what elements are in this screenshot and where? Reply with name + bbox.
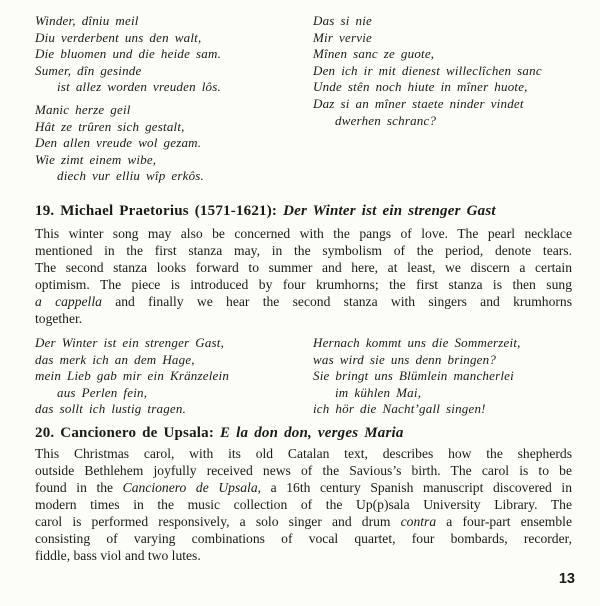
paragraph-line [35, 445, 572, 462]
verse-line: Den allen vreude wol gezam. [35, 135, 202, 151]
verse-line: Das si nie [313, 13, 372, 28]
section-19-paragraph [35, 225, 572, 327]
text-segment: This winter song may also be concerned with the pangs of love. The pearl necklace [35, 225, 572, 241]
section-19-work-title: Der Winter ist ein strenger Gast [283, 202, 496, 219]
italic-phrase: Cancionero de Upsala [122, 479, 258, 495]
verse-line: Winder, dîniu meil [35, 13, 139, 28]
stanza [313, 335, 572, 418]
verse-line: Hât ze trûren sich gestalt, [35, 118, 185, 134]
italic-phrase: contra [400, 513, 437, 529]
verse-line: Sie bringt uns Blümlein mancherlei [313, 368, 514, 384]
verse-line: was wird sie uns denn bringen? [313, 351, 497, 367]
section-20-paragraph [35, 445, 572, 564]
verse-line: Manic herze geil [35, 101, 131, 117]
verse-line: ich hör die Nacht’gall singen! [313, 401, 486, 417]
verse-line: ist allez worden vreuden lôs. [57, 79, 221, 95]
text-segment: , a 16th century Spanish manuscript discovered in [257, 479, 572, 495]
verse-line: das merk ich an dem Hage, [35, 351, 195, 367]
text-segment: found in the [35, 479, 123, 495]
verse-block-1 [35, 13, 572, 185]
text-segment: outside Bethlehem joyfully received news of the Savious’s birth. The carol is to be [35, 462, 572, 478]
paragraph-line [35, 479, 572, 496]
paragraph-line [35, 259, 572, 276]
paragraph-line [35, 225, 572, 242]
text-segment: mentioned in the first stanza may, in the symbolism of the period, denote tears. [35, 242, 572, 258]
section-20-heading [35, 423, 572, 443]
verse-line: Daz si an mîner staete ninder vindet [313, 95, 524, 111]
verse-block-2 [35, 335, 572, 418]
text-segment: This Christmas carol, with its old Catalan text, describes how the shepherds [35, 445, 572, 461]
page-number: 13 [558, 571, 575, 587]
verse-line: Hernach kommt uns die Sommerzeit, [313, 334, 521, 350]
verse-line: Mir vervie [313, 29, 373, 45]
text-segment: fiddle, bass viol and two lutes. [35, 547, 201, 563]
verse-block-2-left-column [35, 335, 313, 418]
text-segment: carol is performed responsively, a solo singer and drum [35, 513, 401, 529]
verse-block-1-left-column [35, 13, 313, 185]
verse-line: Unde stên noch hiute in mîner huote, [313, 79, 528, 95]
paragraph-line [35, 242, 572, 259]
text-segment: and finally we hear the second stanza with singers and krumhorns [101, 293, 572, 309]
paragraph-line [35, 513, 572, 530]
stanza [313, 13, 572, 129]
paragraph-line [35, 293, 572, 310]
section-20-number-and-source: 20. Cancionero de Upsala: [35, 424, 221, 441]
stanza [35, 335, 313, 418]
paragraph-line [35, 462, 572, 479]
verse-line: das sollt ich lustig tragen. [35, 401, 187, 417]
stanza [35, 102, 313, 185]
verse-line: Diu verderbent uns den walt, [35, 29, 202, 45]
section-20-work-title: E la don don, verges Maria [220, 424, 404, 441]
paragraph-line [35, 496, 572, 513]
verse-block-2-right-column [313, 335, 572, 418]
verse-line: Mînen sanc ze guote, [313, 46, 435, 62]
text-segment: optimism. The piece is introduced by four krumhorns; the first stanza is then sung [35, 276, 572, 292]
verse-line: Wie zimt einem wibe, [35, 151, 157, 167]
italic-phrase: a cappella [35, 293, 102, 309]
paragraph-line [35, 276, 572, 293]
verse-block-1-right-column [313, 13, 572, 129]
paragraph-line [35, 530, 572, 547]
verse-line: dwerhen schranc? [335, 112, 437, 128]
verse-line: im kühlen Mai, [335, 384, 422, 400]
paragraph-line [35, 310, 572, 327]
verse-line: Der Winter ist ein strenger Gast, [35, 334, 225, 350]
verse-line: Die bluomen und die heide sam. [35, 46, 222, 62]
verse-line: Den ich ir mit dienest willeclîchen sanc [313, 62, 542, 78]
section-19-heading [35, 201, 572, 221]
section-19-number-and-composer: 19. Michael Praetorius (1571-1621): [35, 202, 284, 219]
text-segment: modern times in the music collection of the Up(p)sala University Library. The [35, 496, 572, 512]
stanza [35, 13, 313, 96]
verse-line: aus Perlen fein, [57, 384, 148, 400]
text-segment: a four-part ensemble [436, 513, 572, 529]
paragraph-line [35, 547, 572, 564]
verse-line: Sumer, dîn gesinde [35, 62, 142, 78]
verse-line: mein Lieb gab mir ein Kränzelein [35, 368, 230, 384]
text-segment: The second stanza looks forward to summer and here, at least, we discern a certain [35, 259, 572, 275]
text-segment: consisting of varying combinations of vocal quartet, four bombards, recorder, [35, 530, 572, 546]
verse-line: diech vur elliu wîp erkôs. [57, 168, 204, 184]
text-segment: together. [35, 310, 83, 326]
